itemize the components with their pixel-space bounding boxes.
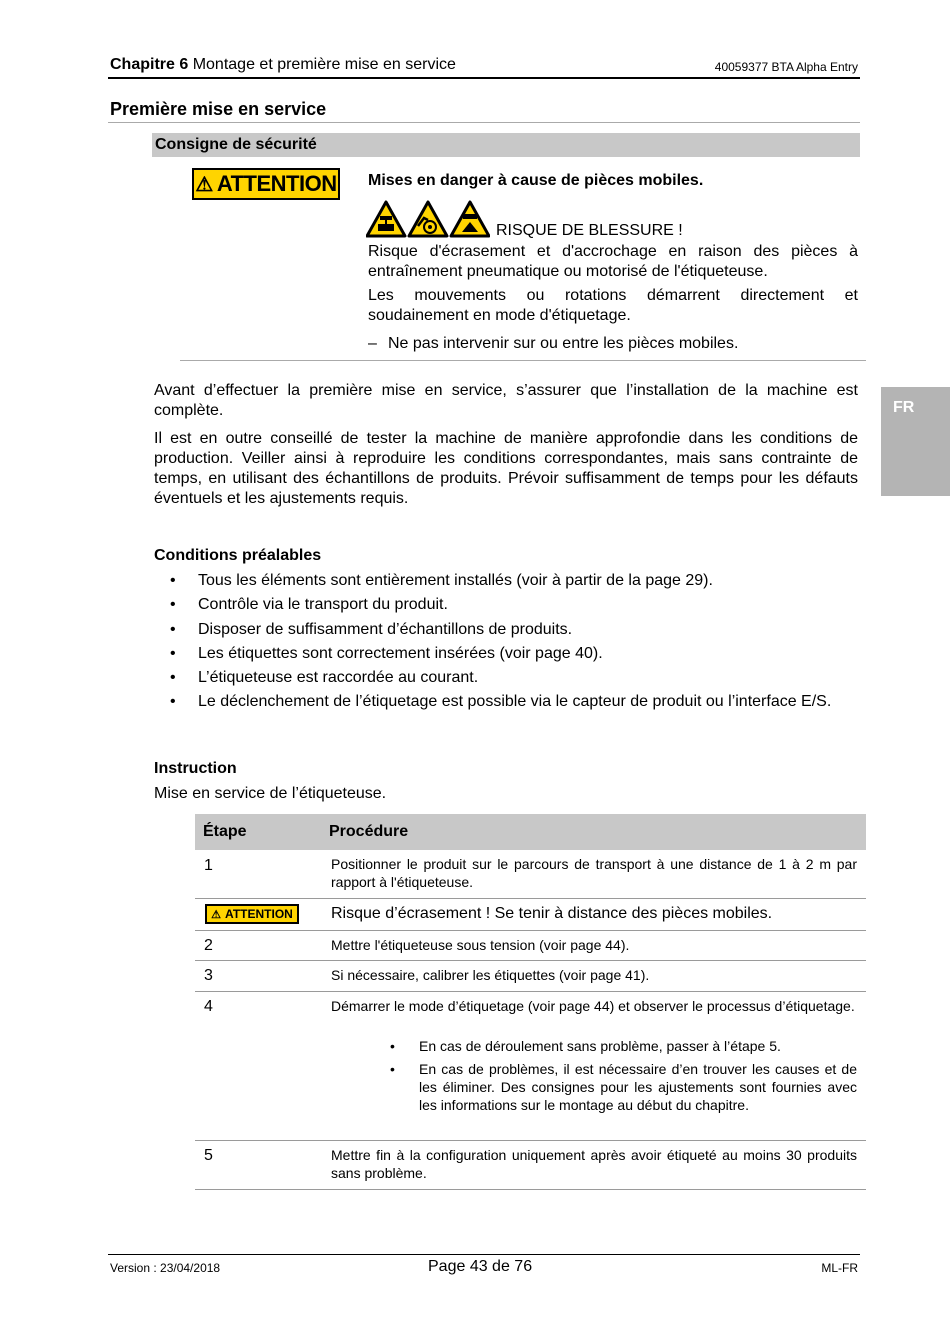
instruction-subtitle: Mise en service de l’étiqueteuse. (154, 785, 387, 802)
step-text: Mettre fin à la configuration uniquement après avoir étiqueté au moins 30 produits sans problème. (331, 1147, 857, 1181)
attention-badge-label: ATTENTION (216, 171, 337, 196)
hazard-icons (366, 200, 490, 238)
list-item-text: Les étiquettes sont correctement insérées (voir page 40). (198, 645, 603, 662)
list-item-text: Tous les éléments sont entièrement installés (voir à partir de la page 29). (198, 572, 713, 589)
list-item (154, 571, 858, 591)
table-header (195, 814, 866, 850)
row-divider (195, 960, 866, 961)
sub-list-item-text: En cas de problèmes, il est nécessaire d’en trouver les causes et de les éliminer. Des consignes pour les ajustements sont fournies avec les informations sur le montage au début du chapitre. (419, 1061, 857, 1113)
list-item-text: Disposer de suffisamment d’échantillons de produits. (198, 621, 573, 638)
attention-badge (192, 168, 340, 200)
list-item-text: Le déclenchement de l’étiquetage est possible via le capteur de produit ou l’interface E/S. (198, 693, 832, 710)
hazard-hand-crush-icon (451, 202, 489, 236)
bullet: • (390, 1061, 395, 1077)
warning-triangle-icon: ⚠ (211, 908, 222, 921)
safety-heading-bar (152, 133, 860, 157)
row-divider (195, 898, 866, 899)
footer-page-number: Page 43 de 76 (428, 1258, 533, 1275)
chapter-label: Chapitre 6 (110, 56, 189, 73)
section-title: Première mise en service (110, 99, 327, 119)
chapter-header (110, 56, 456, 74)
hazard-entanglement-icon (409, 202, 447, 236)
list-item (154, 668, 858, 688)
sub-list-item (390, 1060, 857, 1114)
hazard-crush-icon (367, 202, 405, 236)
list-item-text: L’étiqueteuse est raccordée au courant. (198, 669, 479, 686)
list-item (154, 595, 858, 615)
step-number: 2 (204, 937, 213, 954)
step-number: 1 (204, 857, 213, 874)
list-item-text: Contrôle via le transport du produit. (198, 596, 448, 613)
column-header-procedure: Procédure (329, 823, 409, 840)
attention-rule (180, 360, 866, 361)
step-number: 5 (204, 1147, 213, 1164)
intro-paragraph-2: Il est en outre conseillé de tester la machine de manière approfondie dans les conditions de production. Veiller ainsi à reproduire les conditions correspondantes, mais sans contrainte de temps, en utilisant des échantillons de produits. Prévoir suffisamment de temps pour les défauts éventuels et les ajustements requis. (154, 430, 858, 507)
language-tab (881, 387, 950, 496)
list-item (154, 644, 858, 664)
risk-description: Risque d'écrasement et d'accrochage en raison des pièces à entraînement pneumatique ou motorisé de l'étiqueteuse. (368, 243, 858, 280)
footer-code: ML-FR (821, 1261, 858, 1275)
bullet: • (170, 572, 176, 589)
bullet: • (170, 596, 176, 613)
row-divider (195, 991, 866, 992)
document-reference: 40059377 BTA Alpha Entry (714, 60, 858, 74)
table-bottom-rule (195, 1189, 866, 1190)
row-divider (195, 930, 866, 931)
step-text: Mettre l'étiqueteuse sous tension (voir page 44). (331, 937, 630, 953)
motion-warning: Les mouvements ou rotations démarrent directement et soudainement en mode d'étiquetage. (368, 287, 858, 324)
step-text: Positionner le produit sur le parcours de transport à une distance de 1 à 2 m par rapport à l'étiqueteuse. (331, 856, 857, 890)
conditions-title: Conditions préalables (154, 547, 322, 564)
step-warning-text: Risque d’écrasement ! Se tenir à distance des pièces mobiles. (331, 905, 773, 922)
chapter-title: Montage et première mise en service (192, 56, 456, 73)
warning-triangle-icon: ⚠ (195, 173, 213, 196)
sub-list-item (390, 1037, 857, 1055)
footer-version: Version : 23/04/2018 (110, 1261, 221, 1275)
attention-title: Mises en danger à cause de pièces mobiles. (368, 172, 704, 189)
step-text: Si nécessaire, calibrer les étiquettes (voir page 41). (331, 967, 650, 983)
row-divider (195, 1140, 866, 1141)
column-header-step: Étape (203, 823, 247, 840)
list-item (154, 620, 858, 640)
language-tab-label: FR (893, 399, 915, 416)
step-number: 4 (204, 998, 213, 1015)
sub-list-item-text: En cas de déroulement sans problème, passer à l’étape 5. (419, 1038, 781, 1054)
intro-paragraph-1: Avant d’effectuer la première mise en service, s’assurer que l’installation de la machine est complète. (154, 382, 858, 419)
attention-badge-small-label: ATTENTION (225, 907, 293, 921)
bullet: • (170, 669, 176, 686)
list-item (154, 692, 858, 712)
safety-action (368, 335, 738, 353)
step-number: 3 (204, 967, 213, 984)
attention-badge-small (205, 904, 299, 924)
bullet: • (170, 693, 176, 710)
instruction-title: Instruction (154, 760, 237, 777)
bullet: • (390, 1038, 395, 1054)
safety-action-text: Ne pas intervenir sur ou entre les pièces mobiles. (388, 335, 739, 352)
section-rule (108, 122, 860, 123)
safety-heading: Consigne de sécurité (155, 136, 317, 153)
risk-label: RISQUE DE BLESSURE ! (496, 222, 683, 239)
footer-rule (108, 1254, 860, 1255)
bullet: • (170, 645, 176, 662)
header-rule (108, 77, 860, 79)
step-text: Démarrer le mode d’étiquetage (voir page 44) et observer le processus d’étiquetage. (331, 998, 855, 1014)
dash-marker: – (368, 335, 377, 352)
bullet: • (170, 621, 176, 638)
